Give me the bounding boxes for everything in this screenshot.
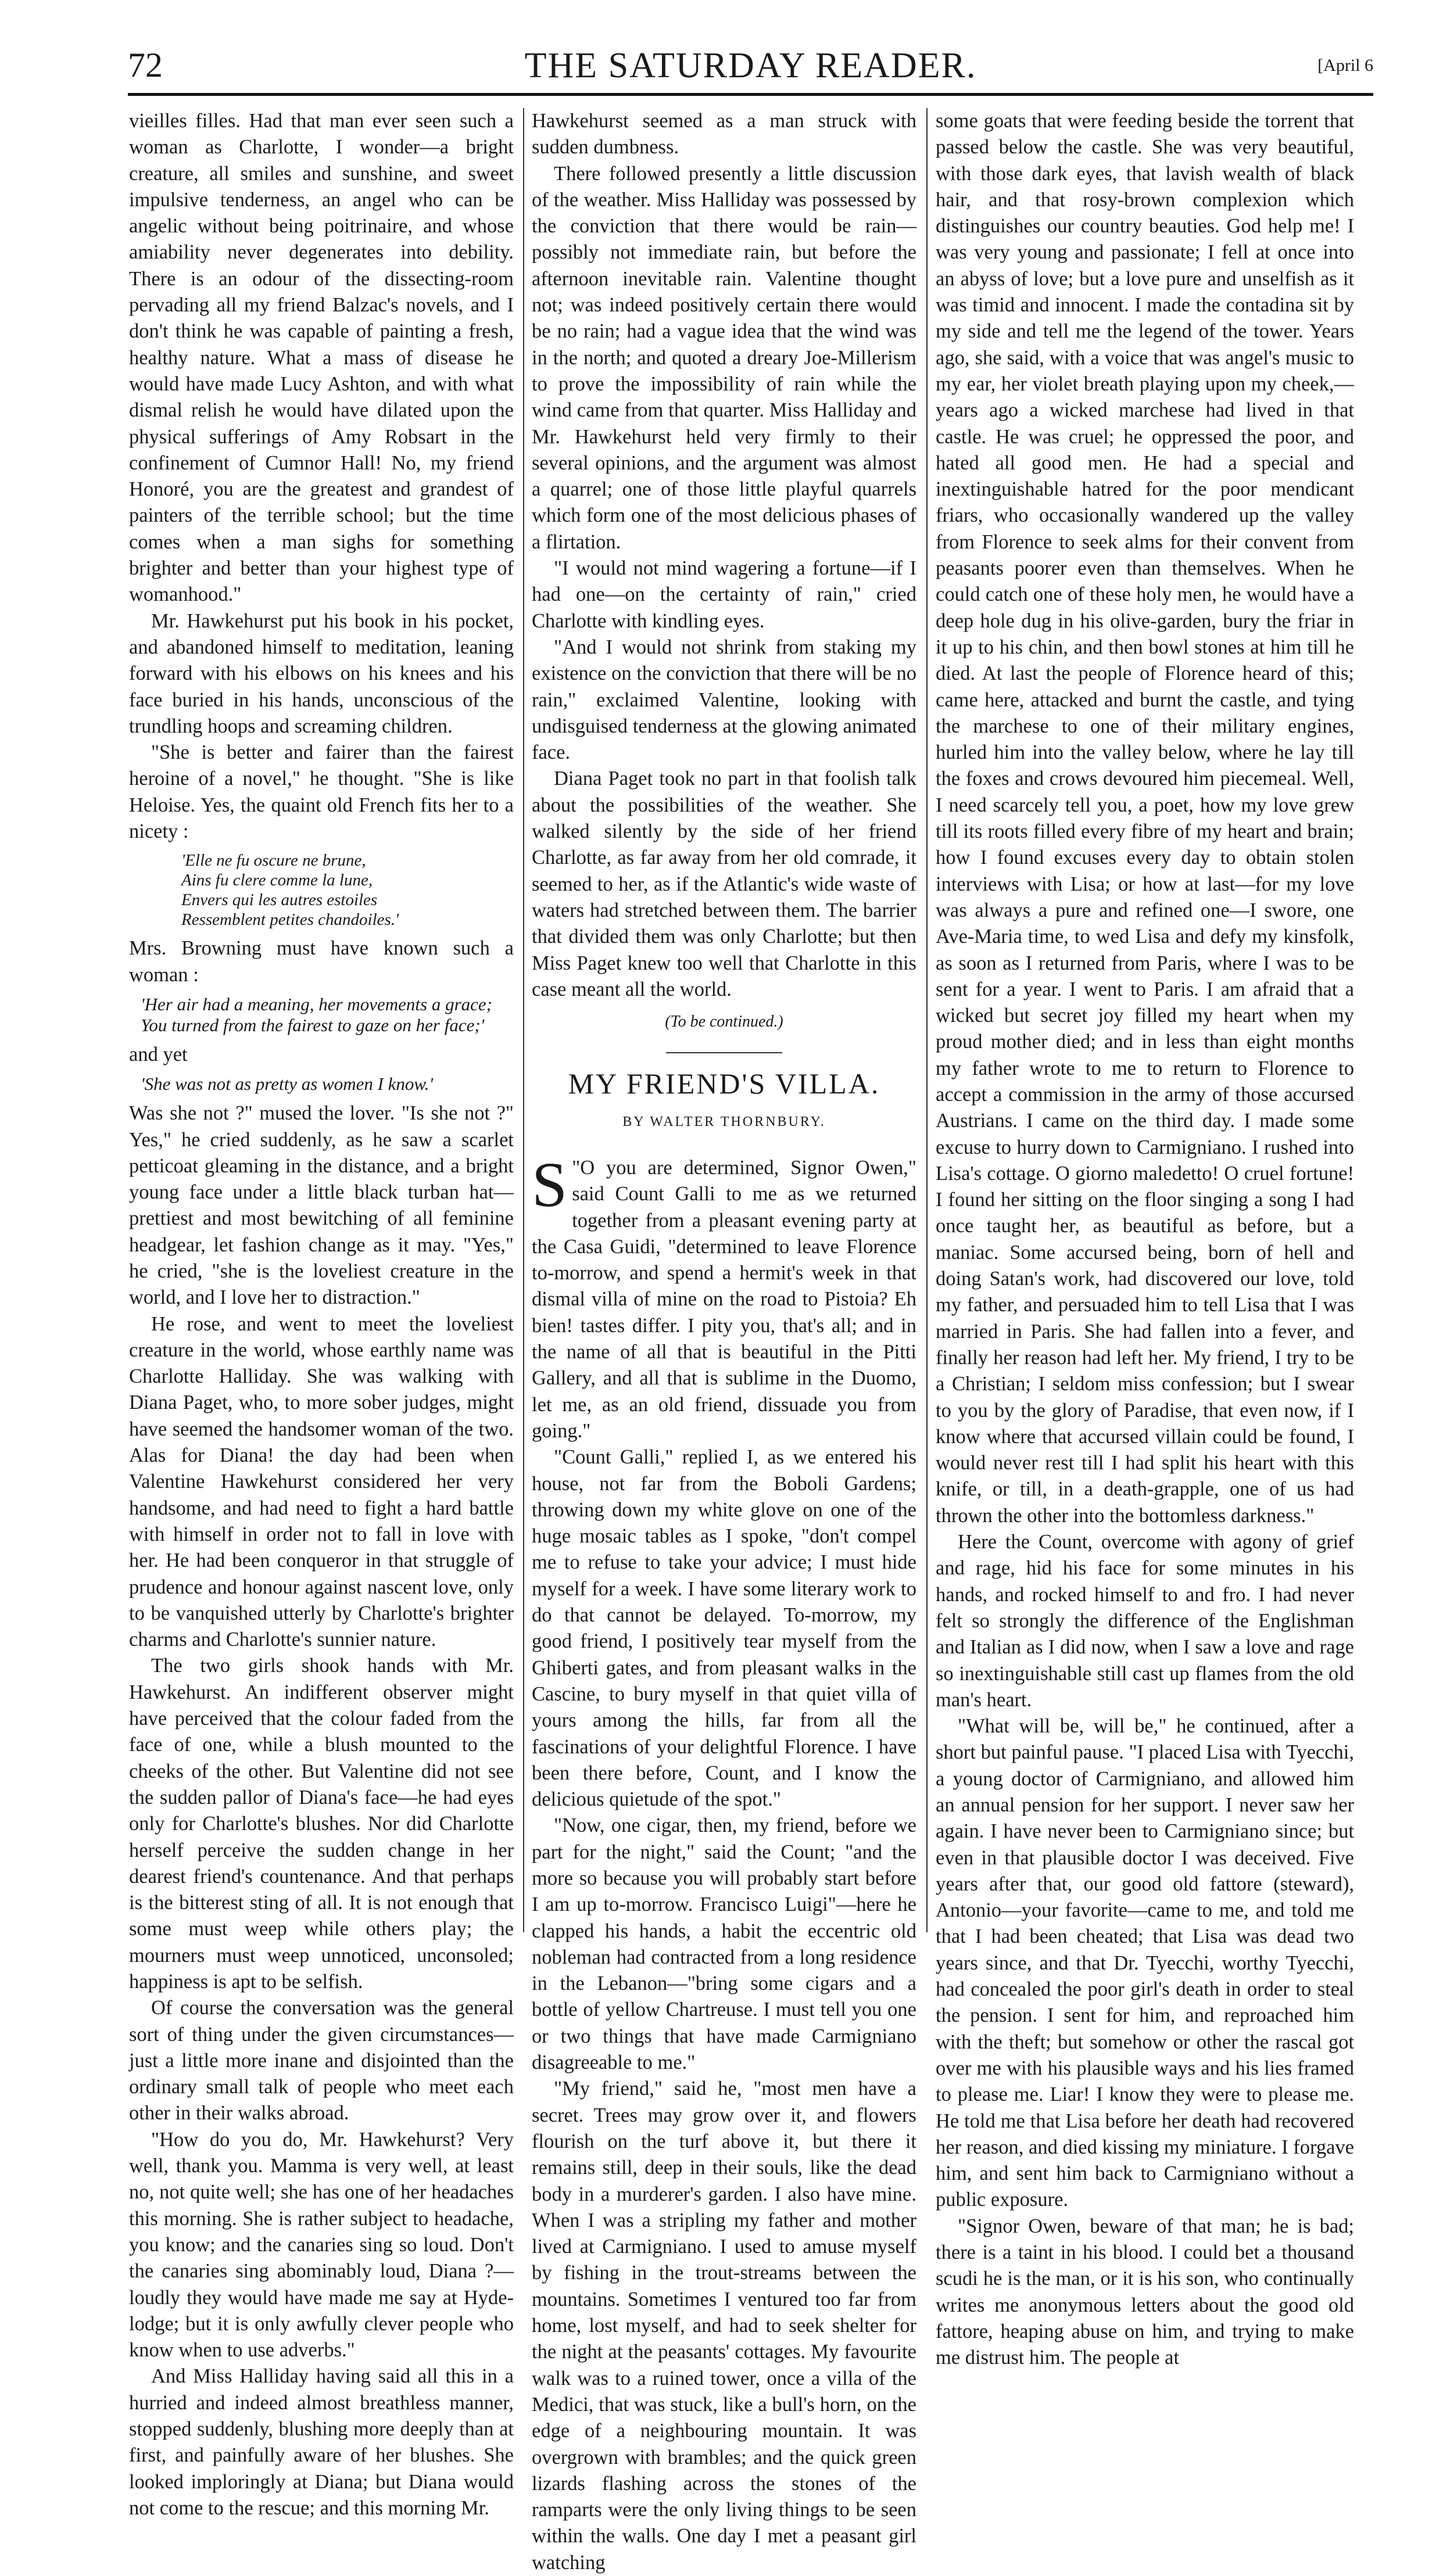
browning-quote xyxy=(141,994,514,1036)
paragraph: vieilles filles. Had that man ever seen such a woman as Charlotte, I wonder—a bright creature, all smiles and sunshine, and sweet impulsive tenderness, an angel who can be angelic without being poitrinaire, and whose amiability never degenerates into debility. There is an odour of the dissecting-room pervading all my friend Balzac's novels, and I don't think he was capable of painting a fresh, healthy nature. What a mass of disease he would have made Lucy Ashton, and with what dismal relish he would have dilated upon the physical sufferings of Amy Robsart in the confinement of Cumnor Hall! No, my friend Honoré, you are the greatest and grandest of painters of the terrible school; but the time comes when a man sighs for something brighter and better than your highest type of womanhood." xyxy=(129,110,514,606)
paragraph: Mrs. Browning must have known such a woman : xyxy=(129,937,514,986)
paragraph-text: O you are determined, Signor Owen," said Count Galli to me as we returned together from a pleasant evening party at the Casa Guidi, "determined to leave Florence to-morrow, and spend a hermit's week in that dismal villa of mine on the road to Pistoia? Eh bien! tastes differ. I pity you, that's all; and in the name of all that is beautiful in the Pitti Gallery, and all that is sublime in the Duomo, let me, as an old friend, dissuade you from going." xyxy=(532,1156,916,1442)
verse-line: Ains fu clere comme la lune, xyxy=(181,871,373,890)
paragraph: "And I would not shrink from staking my existence on the conviction that there will be no rain," exclaimed Valentine, looking with undisguised tenderness at the glowing animated face. xyxy=(532,636,916,764)
quote-mark: " xyxy=(572,1156,581,1179)
column-divider xyxy=(926,108,928,1932)
column-2 xyxy=(532,108,916,2574)
column-divider xyxy=(523,108,524,1932)
paragraph: He rose, and went to meet the loveliest creature in the world, whose earthly name was Charlotte Halliday. She was walking with Diana Paget, who, to more sober judges, might have seemed the handsomer woman of the two. Alas for Diana! the day had been when Valentine Hawkehurst considered her very handsome, and had need to fight a hard battle with himself in order not to fall in love with her. He had been conqueror in that struggle of prudence and honour against nascent love, only to be vanquished utterly by Charlotte's brighter charms and Charlotte's sunnier nature. xyxy=(129,1312,514,1651)
verse-line: You turned from the fairest to gaze on her face;' xyxy=(141,1014,485,1035)
article-title: MY FRIEND'S VILLA. xyxy=(568,1067,880,1100)
drop-cap: S xyxy=(532,1149,568,1220)
paragraph: Here the Count, overcome with agony of grief and rage, hid his face for some minutes in his hands, and rocked himself to and fro. I had never felt so strongly the difference of the Englishman and Italian as I did now, when I saw a love and rage so inextinguishable still cast up flames from the old man's heart. xyxy=(936,1531,1354,1711)
column-1 xyxy=(129,108,514,2519)
column-3 xyxy=(936,108,1355,2369)
french-verse xyxy=(181,851,514,930)
masthead-title: THE SATURDAY READER. xyxy=(524,46,977,85)
paragraph: And Miss Halliday having said all this in a hurried and indeed almost breathless manner, stopped suddenly, blushing more deeply than at first, and painfully aware of her blushes. She looked imploringly at Diana; but Diana would not come to the rescue; and this morning Mr. xyxy=(129,2365,514,2519)
verse-line: 'Her air had a meaning, her movements a grace; xyxy=(141,993,492,1014)
header-rule xyxy=(128,93,1373,96)
to-be-continued: (To be continued.) xyxy=(665,1013,783,1031)
verse-line: Ressemblent petites chandoiles.' xyxy=(181,910,399,930)
verse-line: Envers qui les autres estoiles xyxy=(181,891,378,910)
paragraph: The two girls shook hands with Mr. Hawkehurst. An indifferent observer might have perceived that the colour faded from the face of one, while a blush mounted to the cheeks of the other. But Valentine did not see the sudden pallor of Diana's face—he had eyes only for Charlotte's blushes. Nor did Charlotte herself perceive the sudden change in her dearest friend's countenance. And that perhaps is the bitterest sting of all. It is not enough that some must weep while others play; the mourners must weep unnoticed, unconsoled; happiness is apt to be selfish. xyxy=(129,1655,514,1993)
article-first-paragraph xyxy=(532,1149,916,1444)
paragraph: There followed presently a little discussion of the weather. Miss Halliday was possessed by the conviction that there would be rain—possibly not immediate rain, but before the afternoon inevitable rain. Valentine thought not; was indeed positively certain there would be no rain; had a vague idea that the wind was in the north; and quoted a dreary Joe-Millerism to prove the impossibility of rain while the wind came from that quarter. Miss Halliday and Mr. Hawkehurst held very firmly to their several opinions, and the argument was almost a quarrel; one of those little playful quarrels which form one of the most delicious phases of a flirtation. xyxy=(532,162,916,553)
page-number: 72 xyxy=(128,46,163,84)
section-rule xyxy=(666,1052,782,1053)
verse-line: 'Elle ne fu oscure ne brune, xyxy=(181,851,366,870)
paragraph: "What will be, will be," he continued, after a short but painful pause. "I placed Lisa with Tyecchi, a young doctor of Carmigniano, and allowed him an annual pension for her support. I never saw her again. I have never been to Carmigniano since; but even in that plausible doctor I was deceived. Five years after that, our good old fattore (steward), Antonio—your favorite—came to me, and told me that I had been cheated; that Lisa was dead two years since, and that Dr. Tyecchi, worthy Tyecchi, had concealed the poor girl's death in order to steal the pension. I sent for him, and reproached him with the theft; but somehow or other the rascal got over me with his plausible ways and his lies framed to please me. Liar! I know they were to please me. He told me that Lisa before her death had recovered her reason, and died kissing my miniature. I forgave him, and sent him back to Carmigniano without a public exposure. xyxy=(936,1715,1355,2211)
paragraph: "I would not mind wagering a fortune—if I had one—on the certainty of rain," cried Charlotte with kindling eyes. xyxy=(532,557,916,632)
paragraph: and yet xyxy=(129,1043,188,1065)
page-header xyxy=(128,45,1373,87)
paragraph: Diana Paget took no part in that foolish talk about the possibilities of the weather. She walked silently by the side of her friend Charlotte, as far away from her old comrade, it seemed to her, as if the Atlantic's wide waste of waters had stretched between them. The barrier that divided them was only Charlotte; but then Miss Paget knew too well that Charlotte in this case meant all the world. xyxy=(532,767,916,1000)
paragraph: Of course the conversation was the general sort of thing under the given circumstances—just a little more inane and disjointed than the ordinary small talk of people who meet each other in their walks abroad. xyxy=(129,1997,514,2125)
paragraph: "My friend," said he, "most men have a secret. Trees may grow over it, and flowers flourish on the turf above it, but there it remains still, deep in their souls, like the dead body in a murderer's garden. I also have mine. When I was a stripling my father and mother lived at Carmigniano. I used to amuse myself by fishing in the trout-streams between the mountains. Sometimes I ventured too far from home, lost myself, and had to seek shelter for the night at the peasants' cottages. My favourite walk was to a ruined tower, once a villa of the Medici, that was stuck, like a bull's horn, on the edge of a neighbouring mountain. It was overgrown with brambles; and the quick green lizards flashing across the stones of the ramparts were the only living things to be seen within the walls. One day I met a peasant girl watching xyxy=(532,2078,916,2574)
issue-date: [April 6 xyxy=(1317,56,1373,75)
paragraph: "She is better and fairer than the fairest heroine of a novel," he thought. "She is like Heloise. Yes, the quaint old French fits her to a nicety : xyxy=(129,741,514,843)
paragraph: "Now, one cigar, then, my friend, before we part for the night," said the Count; "and the more so because you will probably start before I am up to-morrow. Francisco Luigi"—here he clapped his hands, a habit the eccentric old nobleman had contracted from a long residence in the Lebanon—"bring some cigars and a bottle of yellow Chartreuse. I must tell you one or two things that have made Carmigniano disagreeable to me." xyxy=(532,1814,916,2074)
paragraph: "How do you do, Mr. Hawkehurst? Very well, thank you. Mamma is very well, at least no, not quite well; she has one of her headaches this morning. She is rather subject to headache, you know; and the canaries sing so loud. Don't the canaries sing abominably loud, Diana ?—loudly they would have made me say at Hyde-lodge; but it is only awfully clever people who know when to use adverbs." xyxy=(129,2128,514,2362)
paragraph: "Signor Owen, beware of that man; he is bad; there is a taint in his blood. I could bet a thousand scudi he is the man, or it is his son, who continually writes me anonymous letters about the good old fattore, heaping abuse on him, and trying to make me distrust him. The people at xyxy=(936,2215,1354,2369)
paragraph: Was she not ?" mused the lover. "Is she not ?" Yes," he cried suddenly, as he saw a scarlet petticoat gleaming in the distance, and a bright young face under a little black turban hat—prettiest and most bewitching of all feminine headgear, let fashion change as it may. "Yes," he cried, "she is the loveliest creature in the world, and I love her to distraction." xyxy=(129,1102,514,1309)
article-byline: BY WALTER THORNBURY. xyxy=(622,1114,826,1129)
verse-line: 'She was not as pretty as women I know.' xyxy=(141,1074,434,1095)
paragraph: "Count Galli," replied I, as we entered his house, not far from the Boboli Gardens; throwing down my white glove on one of the huge mosaic tables as I spoke, "don't compel me to refuse to take your advice; I must hide myself for a week. I have some literary work to do that cannot be delayed. To-morrow, my good friend, I positively tear myself from the Ghiberti gates, and from pleasant walks in the Cascine, to bury myself in that quiet villa of yours among the hills, far from all the fascinations of your delightful Florence. I have been there before, Count, and I know the delicious quietude of the spot." xyxy=(532,1446,916,1811)
paragraph: Mr. Hawkehurst put his book in his pocket, and abandoned himself to meditation, leaning forward with his elbows on his knees and his face buried in his hands, unconscious of the trundling hoops and screaming children. xyxy=(129,609,514,737)
paragraph: some goats that were feeding beside the torrent that passed below the castle. She was very beautiful, with those dark eyes, that lavish wealth of black hair, and that rosy-brown complexion which distinguishes our country beauties. God help me! I was very young and passionate; I fell at once into an abyss of love; but a love pure and unselfish as it was timid and innocent. I made the contadina sit by my side and tell me the legend of the tower. Years ago, she said, with a voice that was angel's music to my ear, her violet breath playing upon my cheek,—years ago a wicked marchese had lived in that castle. He was cruel; he oppressed the poor, and hated all good men. He had a special and inextinguishable hatred for the poor mendicant friars, who occasionally wandered up the valley from Florence to seek alms for their convent from peasants poorer even than themselves. When he could catch one of these holy men, he would have a deep hole dug in his olive-garden, bury the friar in it up to his chin, and then bowl stones at him till he died. At last the people of Florence heard of this; came here, attacked and burnt the castle, and tying the marchese to one of their military engines, hurled him into the valley below, where he lay till the foxes and crows devoured him piecemeal. Well, I need scarcely tell you, a poet, how my love grew till its roots filled every fibre of my heart and brain; how I found excuses every day to obtain stolen interviews with Lisa; or how at last—for my love was always a pure and refined one—I swore, one Ave-Maria time, to wed Lisa and defy my kinsfolk, as soon as I returned from Paris, where I was to be sent for a year. I went to Paris. I am afraid that a wicked but secret joy filled my heart when my proud mother died; and in less than eight months my father wrote to me to return to Florence to accept a commission in the army of those accursed Austrians. I came on the third day. I made some excuse to hurry down to Carmigniano. I rushed into Lisa's cottage. O giorno maledetto! O cruel fortune! I found her sitting on the floor singing a song I had once taught her, as beautiful as before, but a maniac. Some accursed being, born of hell and doing Satan's work, had discovered our love, told my father, and persuaded him to tell Lisa that I was married in Paris. She had fallen into a fever, and finally her reason had left her. My friend, I try to be a Christian; I seldom miss confession; but I swear to you by the glory of Paradise, that even now, if I know where that accursed villain could be found, I would never rest till I had split his heart with this knife, or till, in a death-grapple, one of us had thrown the other into the bottomless darkness." xyxy=(936,110,1354,1527)
paragraph: Hawkehurst seemed as a man struck with sudden dumbness. xyxy=(532,110,916,159)
